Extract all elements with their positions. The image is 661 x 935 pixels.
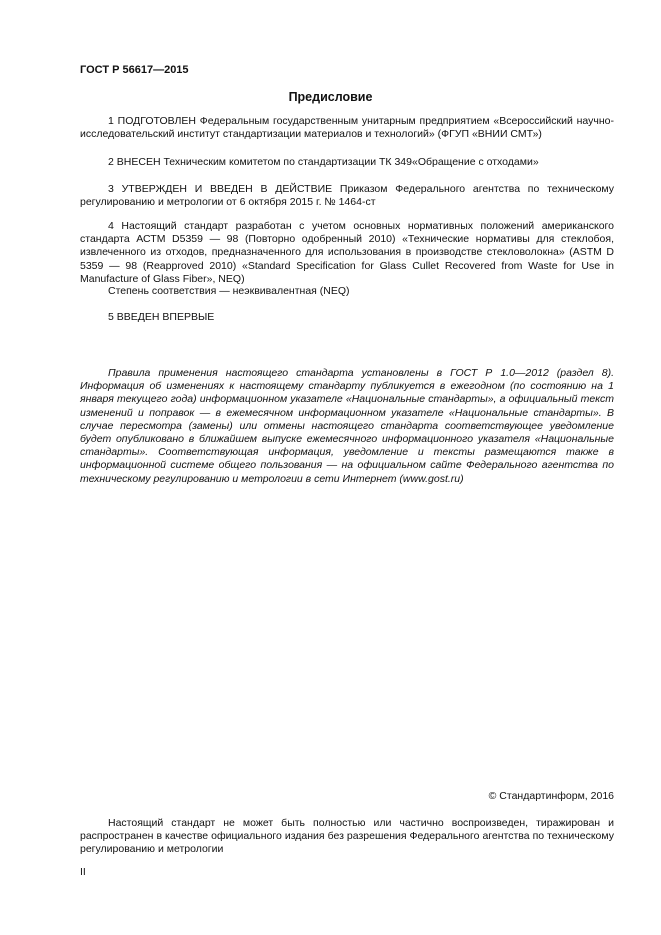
item-4 xyxy=(80,220,614,286)
document-code: ГОСТ Р 56617—2015 xyxy=(80,64,189,76)
item-4-text: Настоящий стандарт разработан с учетом основных нормативных положений американского стандарта АСТМ D5359 — 98 (Повторно одобренный 2010) «Технические нормативы для стеклобоя, извлеченного из отходов, предназначенного для использования в производстве стекловолокна» (ASTM D 5359 — 98 (Reapproved 2010) «Standard Specification for Glass Cullet Recovered from Waste for Use in Manufacture of Glass Fiber», NEQ) xyxy=(80,220,614,285)
item-1-number: 1 xyxy=(108,115,114,127)
item-5-text: ВВЕДЕН ВПЕРВЫЕ xyxy=(116,311,215,323)
item-3-number: 3 xyxy=(108,183,114,195)
item-2 xyxy=(80,156,614,169)
copyright: © Стандартинформ, 2016 xyxy=(488,790,614,802)
footer-notice-text: Настоящий стандарт не может быть полностью или частично воспроизведен, тиражирован и распространен в качестве официального издания без разрешения Федерального агентства по техническому регулированию и метрологии xyxy=(80,817,614,856)
page-title: Предисловие xyxy=(288,90,373,104)
notice-text: Правила применения настоящего стандарта установлены в ГОСТ Р 1.0—2012 (раздел 8). Информация об изменениях к настоящему стандарту публикуется в ежегодном (по состоянию на 1 января текущего года) информационном указателе «Национальные стандарты», а официальный текст изменений и поправок — в ежемесячном информационном указателе «Национальные стандарты». В случае пересмотра (замены) или отмены настоящего стандарта соответствующее уведомление будет опубликовано в ближайшем выпуске ежемесячного информационного указателя «Национальные стандарты». Соответствующая информация, уведомление и тексты размещаются также в информационной системе общего пользования — на официальном сайте Федерального агентства по техническому регулированию и метрологии в сети Интернет (www.gost.ru) xyxy=(80,367,614,485)
item-1 xyxy=(80,115,614,141)
page-number: II xyxy=(80,866,86,878)
item-2-number: 2 xyxy=(108,156,114,168)
item-4-number: 4 xyxy=(108,220,114,232)
footer-notice xyxy=(80,817,614,857)
item-3-text: УТВЕРЖДЕН И ВВЕДЕН В ДЕЙСТВИЕ Приказом Федерального агентства по техническому регулированию и метрологии от 6 октября 2015 г. № 1464-ст xyxy=(80,183,614,209)
item-4-sub xyxy=(80,285,614,298)
item-3 xyxy=(80,183,614,209)
item-1-text: ПОДГОТОВЛЕН Федеральным государственным унитарным предприятием «Всероссийский научно-исследовательский институт стандартизации материалов и технологий» (ФГУП «ВНИИ СМТ») xyxy=(80,115,615,141)
item-5 xyxy=(80,311,614,324)
item-2-text: ВНЕСЕН Техническим комитетом по стандартизации ТК 349«Обращение с отходами» xyxy=(116,156,539,168)
item-4-conformity: Степень соответствия — неэквивалентная (NEQ) xyxy=(108,285,350,297)
item-5-number: 5 xyxy=(108,311,114,323)
notice-block xyxy=(80,367,614,486)
